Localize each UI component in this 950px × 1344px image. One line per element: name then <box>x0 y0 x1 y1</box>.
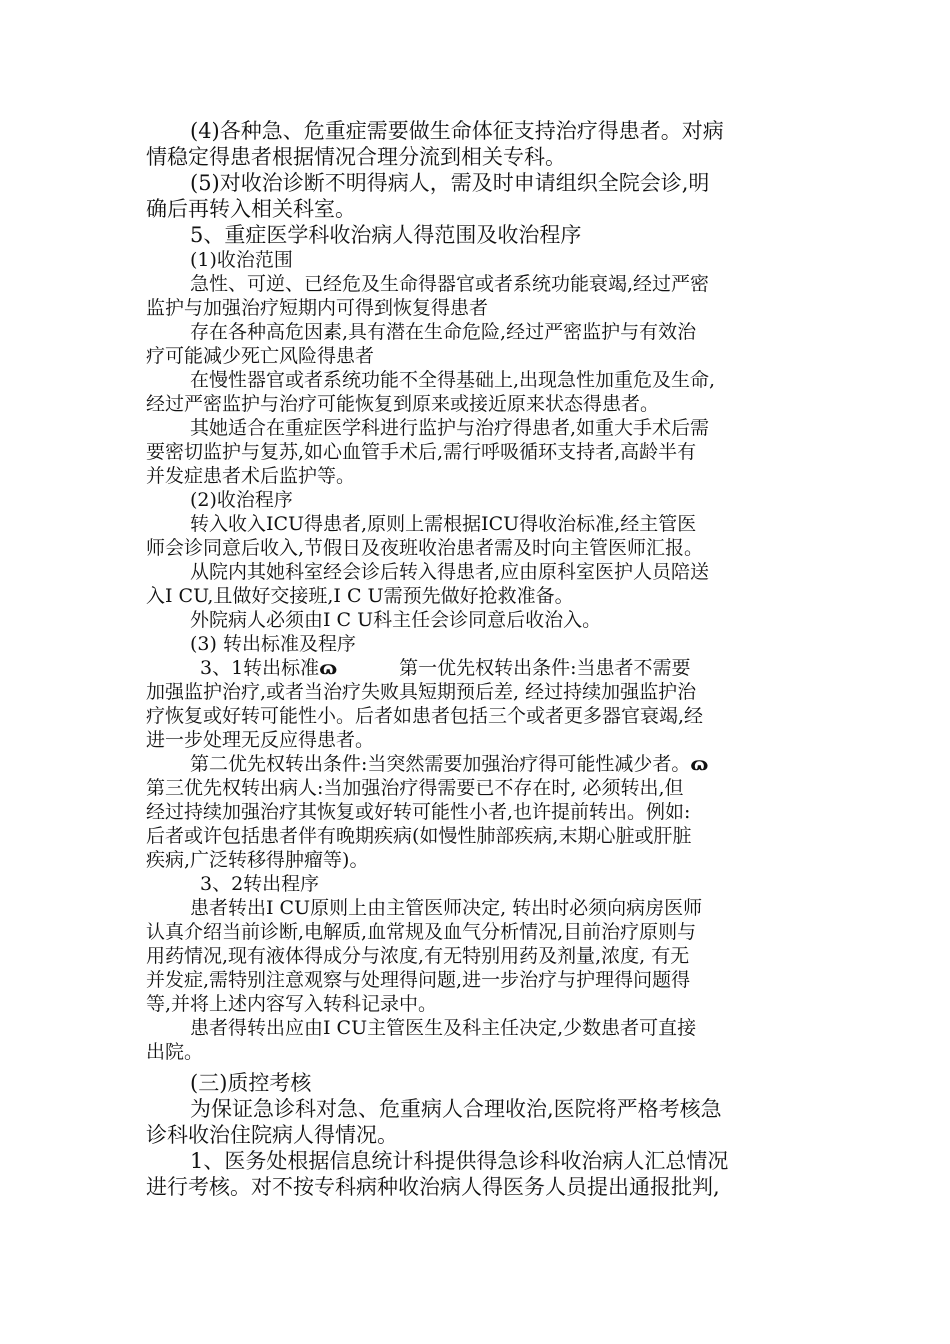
paragraph-internal-transfer <box>146 560 812 608</box>
text-line: 要密切监护与复苏,如心血管手术后,需行呼吸循环支持者,高龄半有 <box>146 441 697 463</box>
text-line: 入I CU,且做好交接班,I C U需预先做好抢救准备。 <box>146 585 574 607</box>
paragraph-priority <box>146 752 812 872</box>
paragraph-discharge-decision <box>146 1016 812 1064</box>
paragraph-external-patient <box>146 608 812 632</box>
text-line: (1)收治范围 <box>190 249 293 271</box>
subheading-discharge-procedure <box>146 872 812 896</box>
text-line: 疗恢复或好转可能性小。后者如患者包括三个或者更多器官衰竭,经 <box>146 705 704 727</box>
paragraph-mark: ɷ <box>319 657 338 679</box>
paragraph-mark: ɷ <box>690 753 709 775</box>
document-body <box>146 118 812 1200</box>
paragraph-5 <box>146 170 812 222</box>
text-line: 进行考核。对不按专科病种收治病人得医务人员提出通报批判, <box>146 1175 720 1199</box>
text-line: 认真介绍当前诊断,电解质,血常规及血气分析情况,目前治疗原则与 <box>146 921 697 943</box>
text-line: 等,并将上述内容写入转科记录中。 <box>146 993 438 1015</box>
text-line: 情稳定得患者根据情况合理分流到相关专科。 <box>146 145 566 169</box>
text-line: 为保证急诊科对急、危重病人合理收治,医院将严格考核急 <box>190 1097 722 1121</box>
text-line: 存在各种高危因素,具有潜在生命危险,经过严密监护与有效治 <box>190 321 697 343</box>
text-line: 疗可能减少死亡风险得患者 <box>146 345 375 367</box>
text-line: 第三优先权转出病人:当加强治疗得需要已不存在时, 必须转出,但 <box>146 777 684 799</box>
text-line: 其她适合在重症医学科进行监护与治疗得患者,如重大手术后需 <box>190 417 710 439</box>
text-line: (3) 转出标准及程序 <box>190 633 356 655</box>
text-line: 出院。 <box>146 1041 204 1063</box>
text-line: 3、2转出程序 <box>200 873 320 895</box>
section-heading-5 <box>146 222 812 248</box>
text-line: 经过持续加强治疗其恢复或好转可能性小者,也许提前转出。例如: <box>146 801 691 823</box>
text-line: 外院病人必须由I C U科主任会诊同意后收治入。 <box>190 609 602 631</box>
text-line: (4)各种急、危重症需要做生命体征支持治疗得患者。对病 <box>190 119 724 143</box>
paragraph-risk <box>146 320 812 368</box>
text-line: 进一步处理无反应得患者。 <box>146 729 375 751</box>
text-line: 在慢性器官或者系统功能不全得基础上,出现急性加重危及生命, <box>190 369 716 391</box>
paragraph-acute <box>146 272 812 320</box>
text-line: 后者或许包括患者伴有晚期疾病(如慢性肺部疾病,末期心脏或肝脏 <box>146 825 692 847</box>
text-line: 转入收入ICU得患者,原则上需根据ICU得收治标准,经主管医 <box>190 513 697 535</box>
text-line: 确后再转入相关科室。 <box>146 197 356 221</box>
text-line <box>146 656 812 680</box>
subheading-admission-procedure <box>146 488 812 512</box>
text-line: 师会诊同意后收入,节假日及夜班收治患者需及时向主管医师汇报。 <box>146 537 704 559</box>
criteria-label: 3、1转出标准 <box>200 657 320 679</box>
paragraph-discharge-procedure <box>146 896 812 1016</box>
subheading-admission-scope <box>146 248 812 272</box>
text-line: 用药情况,现有液体得成分与浓度,有无特别用药及剂量,浓度, 有无 <box>146 945 690 967</box>
text-line: 经过严密监护与治疗可能恢复到原来或接近原来状态得患者。 <box>146 393 660 415</box>
text-line: (5)对收治诊断不明得病人，需及时申请组织全院会诊,明 <box>190 171 710 195</box>
paragraph-4 <box>146 118 812 170</box>
paragraph-discharge-criteria <box>146 656 812 752</box>
text-line: 1、医务处根据信息统计科提供得急诊科收治病人汇总情况 <box>190 1149 729 1173</box>
text-line: 患者转出I CU原则上由主管医师决定, 转出时必须向病房医师 <box>190 897 703 919</box>
paragraph-chronic <box>146 368 812 416</box>
paragraph-transfer-in <box>146 512 812 560</box>
text-line: 监护与加强治疗短期内可得到恢复得患者 <box>146 297 489 319</box>
text-line: 并发症,需特别注意观察与处理得问题,进一步治疗与护理得问题得 <box>146 969 691 991</box>
paragraph-other <box>146 416 812 488</box>
text-line: 患者得转出应由I CU主管医生及科主任决定,少数患者可直接 <box>190 1017 697 1039</box>
text-line: 诊科收治住院病人得情况。 <box>146 1123 398 1147</box>
text-line <box>146 752 812 776</box>
text-line: 加强监护治疗,或者当治疗失败具短期预后差, 经过持续加强监护治 <box>146 681 697 703</box>
section-heading-quality <box>146 1070 812 1096</box>
text-line: 从院内其她科室经会诊后转入得患者,应由原科室医护人员陪送 <box>190 561 710 583</box>
text-line: 5、重症医学科收治病人得范围及收治程序 <box>190 223 582 247</box>
paragraph-quality-intro <box>146 1096 812 1148</box>
second-priority-text: 第二优先权转出条件:当突然需要加强治疗得可能性减少者。 <box>190 753 691 775</box>
text-line: 急性、可逆、已经危及生命得器官或者系统功能衰竭,经过严密 <box>190 273 710 295</box>
first-priority-text: 第一优先权转出条件:当患者不需要 <box>399 657 691 679</box>
text-line: 疾病,广泛转移得肿瘤等)。 <box>146 849 369 871</box>
text-line: (2)收治程序 <box>190 489 293 511</box>
subheading-discharge <box>146 632 812 656</box>
paragraph-quality-1 <box>146 1148 812 1200</box>
text-line: 并发症患者术后监护等。 <box>146 465 356 487</box>
text-line: (三)质控考核 <box>190 1071 312 1095</box>
